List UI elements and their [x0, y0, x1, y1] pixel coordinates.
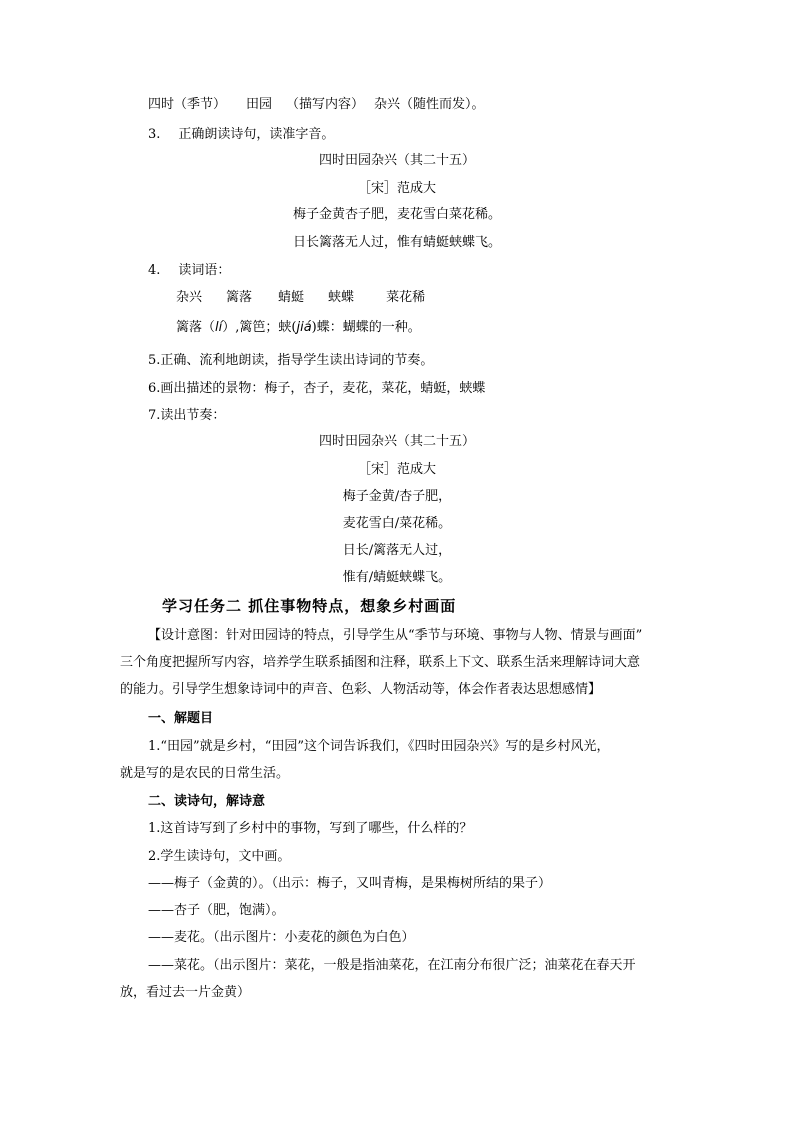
poem1-line: 梅子金黄杏子肥，麦花雪白菜花稀。 — [292, 207, 501, 222]
task2-title: 学习任务二 抓住事物特点，想象乡村画面 — [162, 597, 457, 615]
vocab-word: 蛱蝶 — [328, 290, 355, 305]
heading-2: 二、读诗句，解诗意 — [148, 794, 266, 809]
item-5: 5.正确、流利地朗读，指导学生读出诗词的节奏。 — [148, 353, 434, 368]
vocab-word: 篱落 — [226, 290, 253, 305]
pinyin: jiá — [296, 320, 312, 335]
question: 1.这首诗写到了乡村中的事物，写到了哪些，什么样的？ — [148, 821, 473, 836]
pinyin: lí — [215, 320, 223, 335]
item-4 — [148, 263, 230, 279]
question: 2.学生读诗句，文中画。 — [148, 849, 291, 864]
vocab-gloss — [176, 320, 421, 336]
item-3 — [148, 127, 334, 143]
poem1-author: ［宋］范成大 — [357, 181, 436, 196]
design-intent: 的能力。引导学生想象诗词中的声音、色彩、人物活动等，体会作者表达思想感情】 — [120, 682, 602, 697]
vocab-word: 杂兴 — [176, 290, 203, 305]
season-text: 四时（季节） — [148, 97, 227, 112]
poem1-title: 四时田园杂兴（其二十五） — [318, 153, 475, 168]
gloss-text: )蝶：蝴蝶的一种。 — [311, 320, 421, 335]
misc-text: 杂兴（随性而发）。 — [374, 97, 485, 112]
season-line — [148, 97, 485, 113]
poem1-line: 日长篱落无人过，惟有蜻蜓蛱蝶飞。 — [292, 235, 501, 250]
item-6: 6.画出描述的景物：梅子，杏子，麦花，菜花，蜻蜓，蛱蝶 — [148, 381, 486, 396]
poem2-line: 麦花雪白/菜花稀。 — [342, 516, 452, 531]
content-text: （描写内容） — [286, 97, 365, 112]
vocab-word: 菜花稀 — [386, 290, 426, 305]
item-text: 正确朗读诗句，读准字音。 — [178, 127, 335, 142]
item-number: 3. — [148, 127, 161, 142]
design-intent: 三个角度把握所写内容，培养学生联系插图和注释，联系上下文、联系生活来理解诗词大意 — [120, 655, 641, 670]
field-text: 田园 — [246, 97, 273, 112]
poem2-title: 四时田园杂兴（其二十五） — [318, 434, 475, 449]
detail-line: 放，看过去一片金黄） — [120, 985, 251, 1000]
paragraph: 1.“田园”就是乡村，“田园”这个词告诉我们，《四时田园杂兴》写的是乡村风光， — [148, 739, 610, 754]
gloss-text: 篱落（ — [176, 320, 216, 335]
item-number: 4. — [148, 263, 161, 278]
heading-1: 一、解题目 — [148, 711, 214, 726]
detail-line: ——杏子（肥，饱满）。 — [148, 903, 285, 918]
paragraph: 就是写的是农民的日常生活。 — [120, 766, 290, 781]
item-7: 7.读出节奏： — [148, 408, 226, 423]
detail-line: ——麦花。（出示图片：小麦花的颜色为白色） — [148, 930, 415, 945]
vocab-list — [176, 290, 425, 306]
poem2-author: ［宋］范成大 — [357, 462, 436, 477]
detail-line: ——梅子（金黄的）。（出示：梅子，又叫青梅，是果梅树所结的果子） — [148, 876, 552, 891]
poem2-line: 日长/篱落无人过， — [342, 543, 452, 558]
design-intent: 【设计意图：针对田园诗的特点，引导学生从“季节与环境、事物与人物、情景与画面” — [148, 628, 643, 643]
vocab-word: 蜻蜓 — [278, 290, 305, 305]
detail-line: ——菜花。（出示图片：菜花，一般是指油菜花，在江南分布很广泛；油菜花在春天开 — [148, 958, 636, 973]
poem2-line: 梅子金黄/杏子肥， — [342, 489, 452, 504]
item-text: 读词语： — [178, 263, 231, 278]
gloss-text: ）,篱笆；蛱( — [222, 320, 297, 335]
poem2-line: 惟有/蜻蜓蛱蝶飞。 — [342, 570, 452, 585]
